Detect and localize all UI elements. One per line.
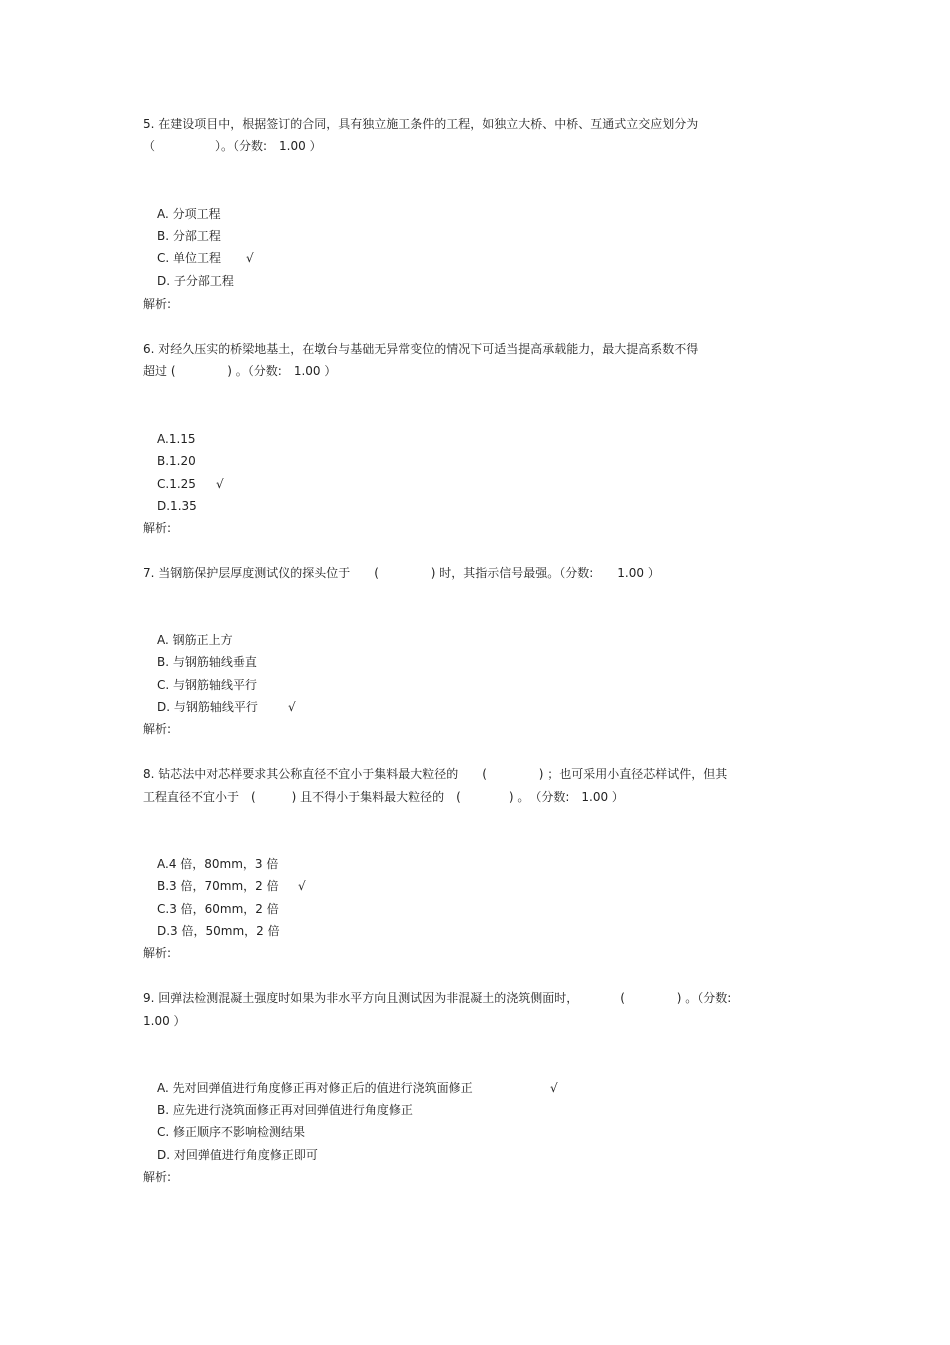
answer-check-mark: √ <box>550 1081 558 1095</box>
question-stem-line: 超过 ( ) 。（分数: 1.00 ） <box>143 364 337 378</box>
analysis-label: 解析: <box>143 521 172 535</box>
option-a: A. 钢筋正上方 <box>157 633 233 647</box>
question-stem-line: 9. 回弹法检测混凝土强度时如果为非水平方向且测试因为非混凝土的浇筑侧面时， ( ) 。（分数: <box>143 991 732 1005</box>
analysis-label: 解析: <box>143 1170 172 1184</box>
option-d: D. 对回弹值进行角度修正即可 <box>157 1148 318 1162</box>
question-stem-line: 5. 在建设项目中，根据签订的合同，具有独立施工条件的工程，如独立大桥、中桥、互通式立交应划分为 <box>143 117 699 131</box>
question-stem-line: （ ）。（分数: 1.00 ） <box>143 139 322 153</box>
option-b: B. 与钢筋轴线垂直 <box>157 655 257 669</box>
option-c: C. 修正顺序不影响检测结果 <box>157 1125 306 1139</box>
answer-check-mark: √ <box>298 879 306 893</box>
answer-check-mark: √ <box>216 477 224 491</box>
analysis-label: 解析: <box>143 722 172 736</box>
option-c: C. 与钢筋轴线平行 <box>157 678 258 692</box>
option-a: A.4 倍，80mm，3 倍 <box>157 857 279 871</box>
answer-check-mark: √ <box>246 251 254 265</box>
analysis-label: 解析: <box>143 946 172 960</box>
option-b: B. 分部工程 <box>157 229 221 243</box>
option-b: B.3 倍，70mm，2 倍 <box>157 879 279 893</box>
option-a: A.1.15 <box>157 432 196 446</box>
option-c: C.3 倍，60mm，2 倍 <box>157 902 279 916</box>
question-stem-line: 7. 当钢筋保护层厚度测试仪的探头位于 ( ) 时，其指示信号最强。（分数: 1.00 ） <box>143 566 660 580</box>
option-b: B. 应先进行浇筑面修正再对回弹值进行角度修正 <box>157 1103 413 1117</box>
answer-check-mark: √ <box>288 700 296 714</box>
question-stem-line: 6. 对经久压实的桥梁地基土，在墩台与基础无异常变位的情况下可适当提高承载能力，最大提高系数不得 <box>143 342 699 356</box>
option-d: D.1.35 <box>157 499 197 513</box>
option-c: C.1.25 <box>157 477 196 491</box>
option-d: D.3 倍，50mm，2 倍 <box>157 924 280 938</box>
option-b: B.1.20 <box>157 454 196 468</box>
option-d: D. 子分部工程 <box>157 274 234 288</box>
question-stem-line: 1.00 ） <box>143 1014 186 1028</box>
option-c: C. 单位工程 <box>157 251 222 265</box>
option-d: D. 与钢筋轴线平行 <box>157 700 258 714</box>
question-stem-line: 工程直径不宜小于 ( ) 且不得小于集料最大粒径的 ( ) 。 （分数: 1.00 ） <box>143 790 624 804</box>
option-a: A. 分项工程 <box>157 207 221 221</box>
analysis-label: 解析: <box>143 297 172 311</box>
question-stem-line: 8. 钻芯法中对芯样要求其公称直径不宜小于集料最大粒径的 ( ) ；也可采用小直径芯样试件，但其 <box>143 767 728 781</box>
option-a: A. 先对回弹值进行角度修正再对修正后的值进行浇筑面修正 <box>157 1081 473 1095</box>
